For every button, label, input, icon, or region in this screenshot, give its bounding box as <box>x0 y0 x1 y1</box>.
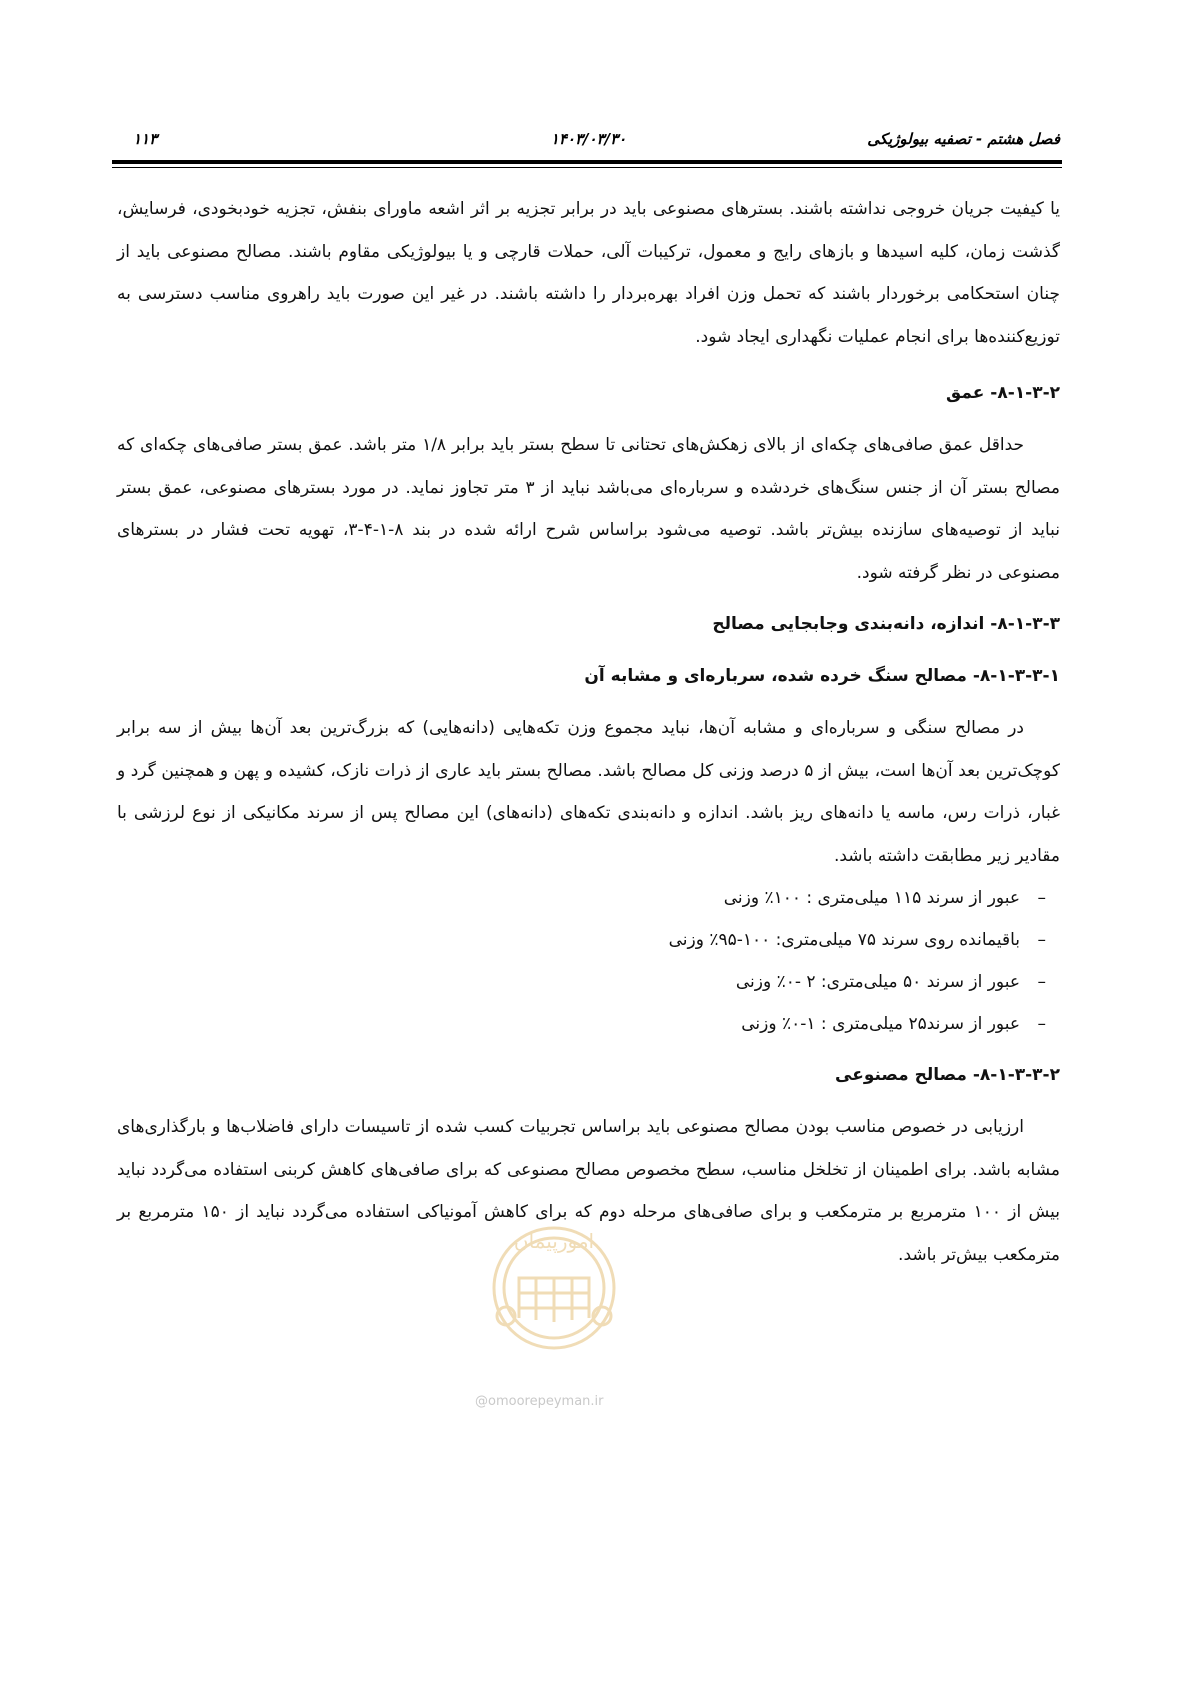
list-item: –عبور از سرند ۵۰ میلی‌متری: ۲ -۰٪ وزنی <box>117 961 1046 1003</box>
page-number: ۱۱۳ <box>133 130 158 148</box>
dash-bullet: – <box>1037 930 1046 950</box>
dash-bullet: – <box>1037 972 1046 992</box>
list-item: –عبور از سرند۲۵ میلی‌متری : ۱-۰٪ وزنی <box>117 1003 1046 1045</box>
crushed-stone-paragraph: در مصالح سنگی و سرباره‌ای و مشابه آن‌ها، نباید مجموع وزن تکه‌هایی (دانه‌هایی) که بزرگ‌ترین بعد آن‌ها بیش از سه برابر کوچک‌ترین بعد آن‌ها است، بیش از ۵ درصد وزنی کل مصالح باشد. مصالح بستر باید عاری از ذرات نازک، کشیده و پهن و همچنین گرد و غبار، ذرات رس، ماسه یا دانه‌های ریز باشد. اندازه و دانه‌بندی تکه‌های (دانه‌های) این مصالح پس از سرند مکانیکی از نوع لرزشی با مقادیر زیر مطابقت داشته باشد. <box>117 718 1060 866</box>
list-item: –باقیمانده روی سرند ۷۵ میلی‌متری: ۱۰۰-۹۵٪ وزنی <box>117 919 1046 961</box>
intro-paragraph: یا کیفیت جریان خروجی نداشته باشند. بسترهای مصنوعی باید در برابر تجزیه بر اثر اشعه ماورای بنفش، تجزیه خودبخودی، فرسایش، گذشت زمان، کلیه اسیدها و بازهای رایج و معمول، ترکیبات آلی، حملات قارچی و یا بیولوژیکی مقاوم باشند. مصالح مصنوعی باید از چنان استحکامی برخوردار باشند که تحمل وزن افراد بهره‌بردار را داشته باشند. در غیر این صورت باید راهروی مناسب دسترسی به توزیع‌کننده‌ها برای انجام عملیات نگهداری ایجاد شود. <box>117 199 1060 347</box>
header-rule-thick <box>112 160 1062 164</box>
section-heading-size-grading: ۸-۱-۳-۳- اندازه، دانه‌بندی وجابجایی مصالح <box>712 614 1060 634</box>
section-heading-depth: ۸-۱-۳-۲- عمق <box>946 383 1060 403</box>
dash-bullet: – <box>1037 1014 1046 1034</box>
header-rule-thin <box>112 167 1062 168</box>
dash-bullet: – <box>1037 888 1046 908</box>
section-heading-crushed-stone: ۸-۱-۳-۳-۱- مصالح سنگ خرده شده، سرباره‌ای و مشابه آن <box>584 666 1060 686</box>
depth-paragraph: حداقل عمق صافی‌های چکه‌ای از بالای زهکش‌های تحتانی تا سطح بستر باید برابر ۱/۸ متر باشد. عمق بستر صافی‌های چکه‌ای که مصالح بستر آن از جنس سنگ‌های خردشده و سرباره‌ای می‌باشد نباید از ۳ متر تجاوز نماید. در مورد بسترهای مصنوعی، عمق بستر نباید از توصیه‌های سازنده بیش‌تر باشد. توصیه می‌شود براساس شرح ارائه شده در بند ۸-۱-۴-۳، تهویه تحت فشار در بسترهای مصنوعی در نظر گرفته شود. <box>117 435 1061 583</box>
synthetic-paragraph: ارزیابی در خصوص مناسب بودن مصالح مصنوعی باید براساس تجربیات کسب شده از تاسیسات دارای فاضلاب‌ها و بارگذاری‌های مشابه باشد. برای اطمینان از تخلخل مناسب، سطح مخصوص مصالح مصنوعی که برای صافی‌های کاهش کربنی استفاده می‌گردد نباید بیش از ۱۰۰ مترمربع بر مترمکعب و برای صافی‌های مرحله دوم که برای کاهش آمونیاکی استفاده می‌گردد نباید از ۱۵۰ مترمربع بر مترمکعب بیش‌تر باشد. <box>117 1117 1060 1265</box>
section-heading-synthetic: ۸-۱-۳-۳-۲- مصالح مصنوعی <box>835 1065 1060 1085</box>
sieve-list <box>117 877 1060 1045</box>
watermark-url: @omoorepeyman.ir <box>475 1394 604 1409</box>
header-date: ۱۴۰۳/۰۳/۳۰ <box>550 130 627 148</box>
watermark-emblem-text: امورپیمان <box>513 1229 595 1253</box>
list-item: –عبور از سرند ۱۱۵ میلی‌متری : ۱۰۰٪ وزنی <box>117 877 1046 919</box>
chapter-title: فصل هشتم - تصفیه بیولوژیکی <box>867 130 1060 148</box>
watermark-emblem-icon <box>464 1208 644 1358</box>
page-header <box>117 126 1060 154</box>
page-body <box>117 188 1060 1276</box>
